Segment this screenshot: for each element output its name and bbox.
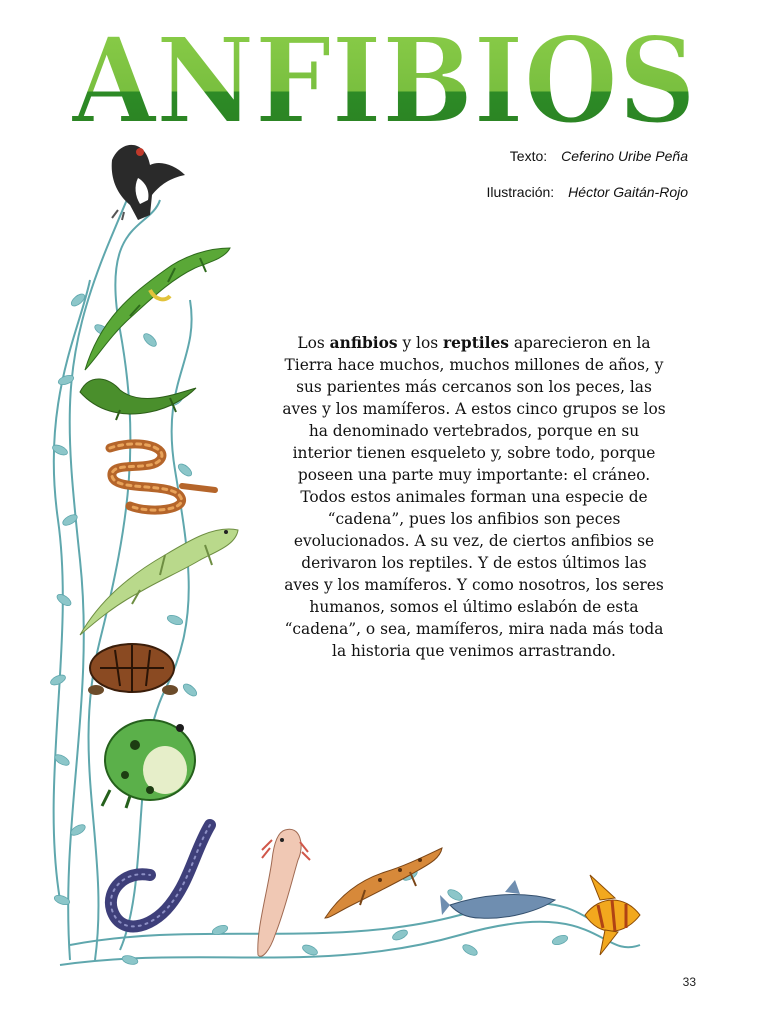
p1-part-c: aparecieron en la Tierra hace muchos, muchos millones de años, y sus parientes más cercanos son los peces, las aves y los mamíferos. A estos cinco grupos se los ha denominado vertebrados, porque en su interior tienen esqueleto y, sobre todo, porque poseen una parte muy importante: el cráneo. (282, 334, 666, 484)
worm-icon (111, 825, 210, 926)
frog-icon (102, 720, 195, 808)
vine-leaves (49, 292, 569, 966)
term-anfibios: anfibios (329, 334, 398, 352)
text-credit-label: Texto: (509, 148, 548, 164)
salamander-icon (325, 848, 442, 918)
page-number: 33 (682, 975, 696, 989)
term-reptiles: reptiles (443, 334, 509, 352)
iguana-icon (80, 529, 238, 635)
p1-part-a: Los (297, 334, 330, 352)
illustration-credit-label: Ilustración: (486, 184, 555, 200)
p1-part-b: y los (397, 334, 444, 352)
axolotl-icon (258, 829, 310, 956)
page-title: ANFIBIOS (71, 18, 696, 143)
paragraph-2: Todos estos animales forman una especie de “cadena”, pues los anfibios son peces evolucionados. A su vez, de ciertos anfibios se derivaron los reptiles. Y de estos últimos las aves y los mamíferos. Y como nosotros, los seres humanos, somos el último eslabón de esta “cadena”, o sea, mamíferos, mira nada más toda la historia que venimos arrastrando. (284, 488, 664, 660)
illustration-author: Héctor Gaitán-Rojo (568, 184, 688, 200)
green-lizard-icon (85, 248, 230, 370)
turtle-icon (88, 644, 178, 695)
snake-icon (110, 444, 215, 510)
text-author: Ceferino Uribe Peña (561, 148, 688, 164)
